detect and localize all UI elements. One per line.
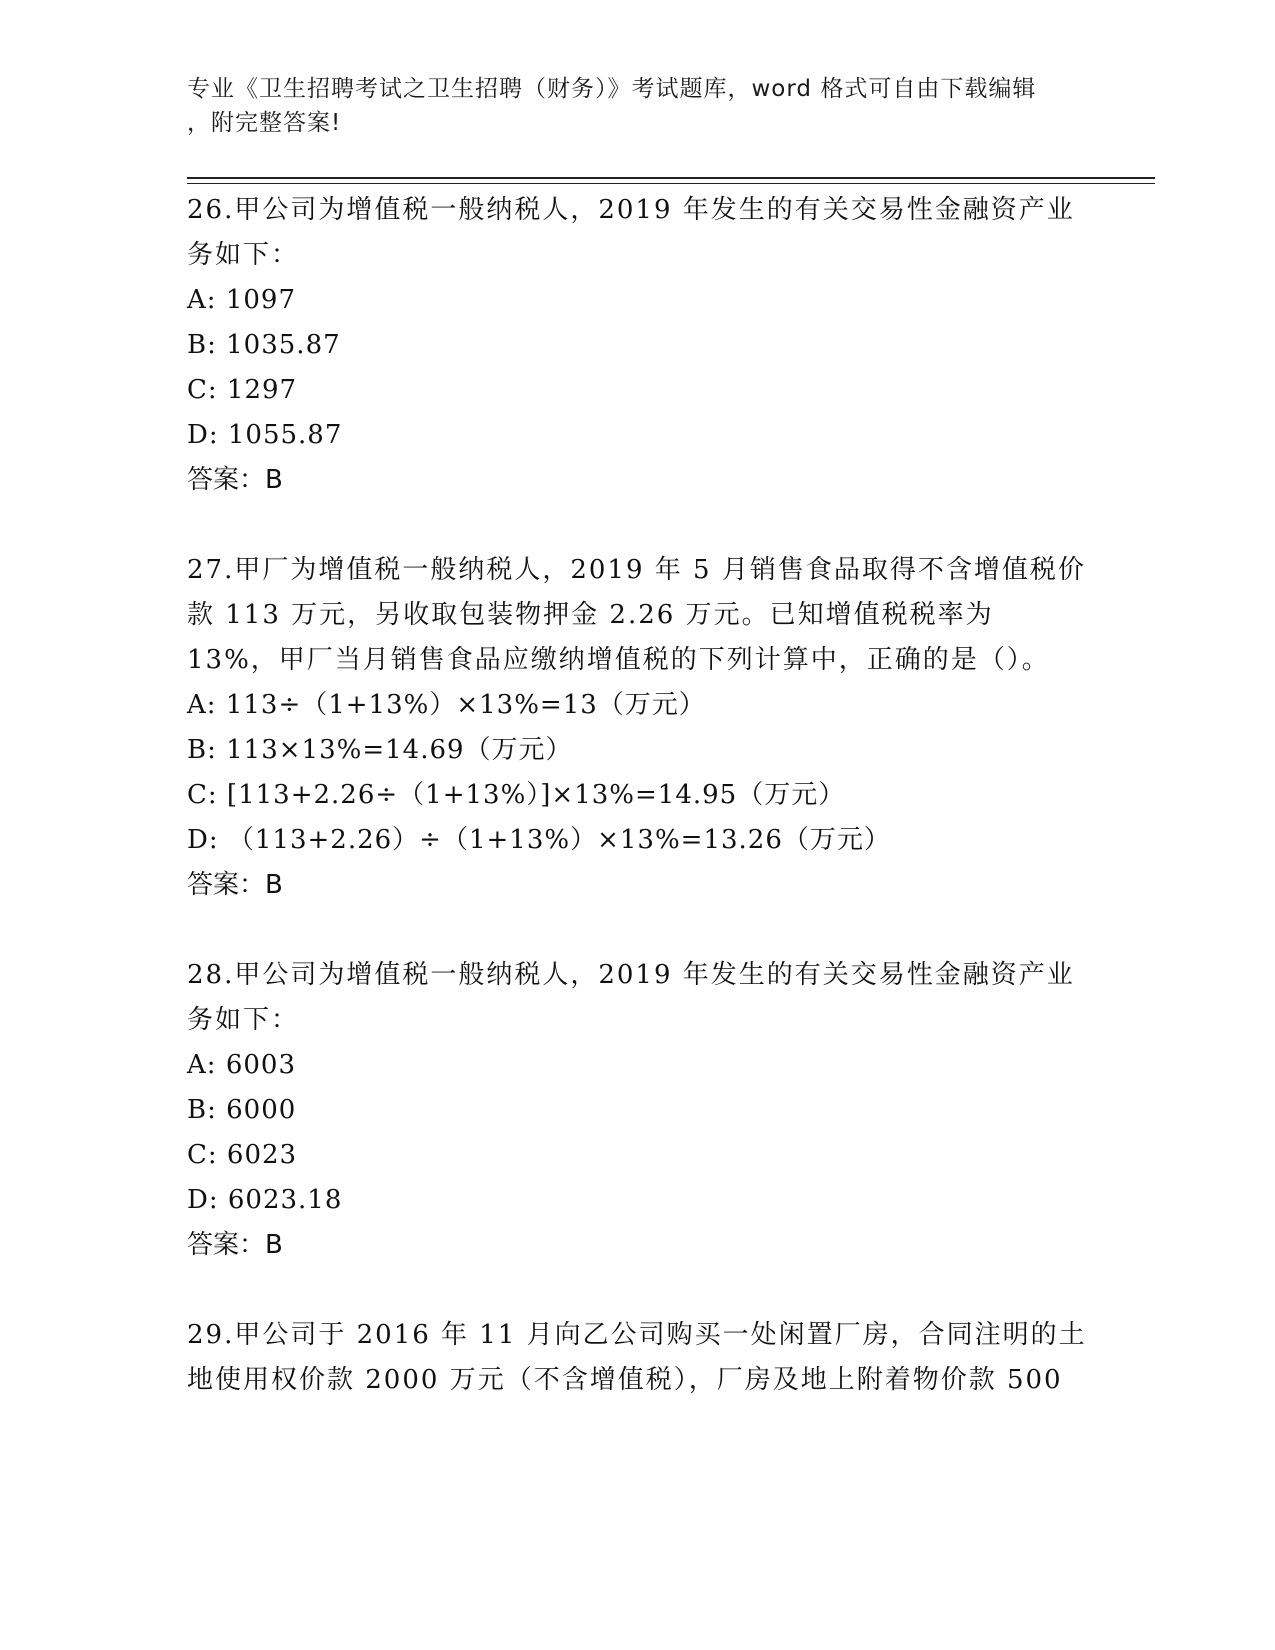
option-a bbox=[187, 278, 1087, 323]
option-b bbox=[187, 323, 1087, 368]
option-letter: A: bbox=[187, 690, 217, 720]
option-d bbox=[187, 413, 1087, 458]
option-letter: D: bbox=[187, 420, 219, 450]
option-c bbox=[187, 1133, 1087, 1178]
option-letter: D: bbox=[187, 1185, 219, 1215]
option-text: 113÷（1+13%）×13%=13（万元） bbox=[225, 690, 706, 720]
option-a bbox=[187, 683, 1087, 728]
option-text: 1097 bbox=[225, 285, 296, 315]
option-text: 1297 bbox=[226, 375, 298, 405]
option-d bbox=[187, 818, 1087, 863]
answer-line: 答案：B bbox=[187, 1230, 283, 1260]
option-text: 1035.87 bbox=[226, 330, 341, 360]
option-text: （113+2.26）÷（1+13%）×13%=13.26（万元） bbox=[227, 825, 891, 855]
option-text: 6023 bbox=[226, 1140, 298, 1170]
option-a bbox=[187, 1043, 1087, 1088]
question-26 bbox=[187, 188, 1087, 503]
option-letter: B: bbox=[187, 330, 217, 360]
question-stem: 29.甲公司于 2016 年 11 月向乙公司购买一处闲置厂房，合同注明的土地使用权价款 2000 万元（不含增值税），厂房及地上附着物价款 500 bbox=[187, 1320, 1087, 1395]
option-c bbox=[187, 368, 1087, 413]
header-line-1: 专业《卫生招聘考试之卫生招聘（财务）》考试题库，word 格式可自由下载编辑 bbox=[187, 76, 1037, 102]
question-list bbox=[187, 188, 1087, 1448]
option-text: 6003 bbox=[225, 1050, 296, 1080]
option-letter: D: bbox=[187, 825, 219, 855]
option-letter: A: bbox=[187, 285, 217, 315]
option-text: 6000 bbox=[226, 1095, 297, 1125]
option-text: 1055.87 bbox=[227, 420, 343, 450]
answer-line: 答案：B bbox=[187, 870, 283, 900]
option-letter: C: bbox=[187, 1140, 218, 1170]
option-d bbox=[187, 1178, 1087, 1223]
option-letter: A: bbox=[187, 1050, 217, 1080]
question-stem: 28.甲公司为增值税一般纳税人，2019 年发生的有关交易性金融资产业务如下： bbox=[187, 960, 1075, 1035]
question-28 bbox=[187, 953, 1087, 1268]
question-29 bbox=[187, 1313, 1087, 1403]
question-stem: 26.甲公司为增值税一般纳税人，2019 年发生的有关交易性金融资产业务如下： bbox=[187, 195, 1075, 270]
question-stem: 27.甲厂为增值税一般纳税人，2019 年 5 月销售食品取得不含增值税价款 113 万元，另收取包装物押金 2.26 万元。已知增值税税率为 13%，甲厂当月销售食品应缴纳增值税的下列计算中，正确的是（）。 bbox=[187, 555, 1086, 675]
option-letter: C: bbox=[187, 780, 218, 810]
option-text: [113+2.26÷（1+13%）]×13%=14.95（万元） bbox=[226, 780, 846, 810]
answer-line: 答案：B bbox=[187, 465, 283, 495]
page-header bbox=[187, 72, 1087, 140]
option-letter: B: bbox=[187, 735, 217, 765]
option-b bbox=[187, 1088, 1087, 1133]
header-line-2: ，附完整答案! bbox=[187, 110, 342, 136]
option-b bbox=[187, 728, 1087, 773]
option-c bbox=[187, 773, 1087, 818]
option-text: 6023.18 bbox=[227, 1185, 343, 1215]
option-text: 113×13%=14.69（万元） bbox=[226, 735, 573, 765]
option-letter: C: bbox=[187, 375, 218, 405]
header-divider-thin bbox=[187, 183, 1155, 184]
question-27 bbox=[187, 548, 1087, 908]
header-divider-thick bbox=[187, 177, 1155, 179]
option-letter: B: bbox=[187, 1095, 217, 1125]
